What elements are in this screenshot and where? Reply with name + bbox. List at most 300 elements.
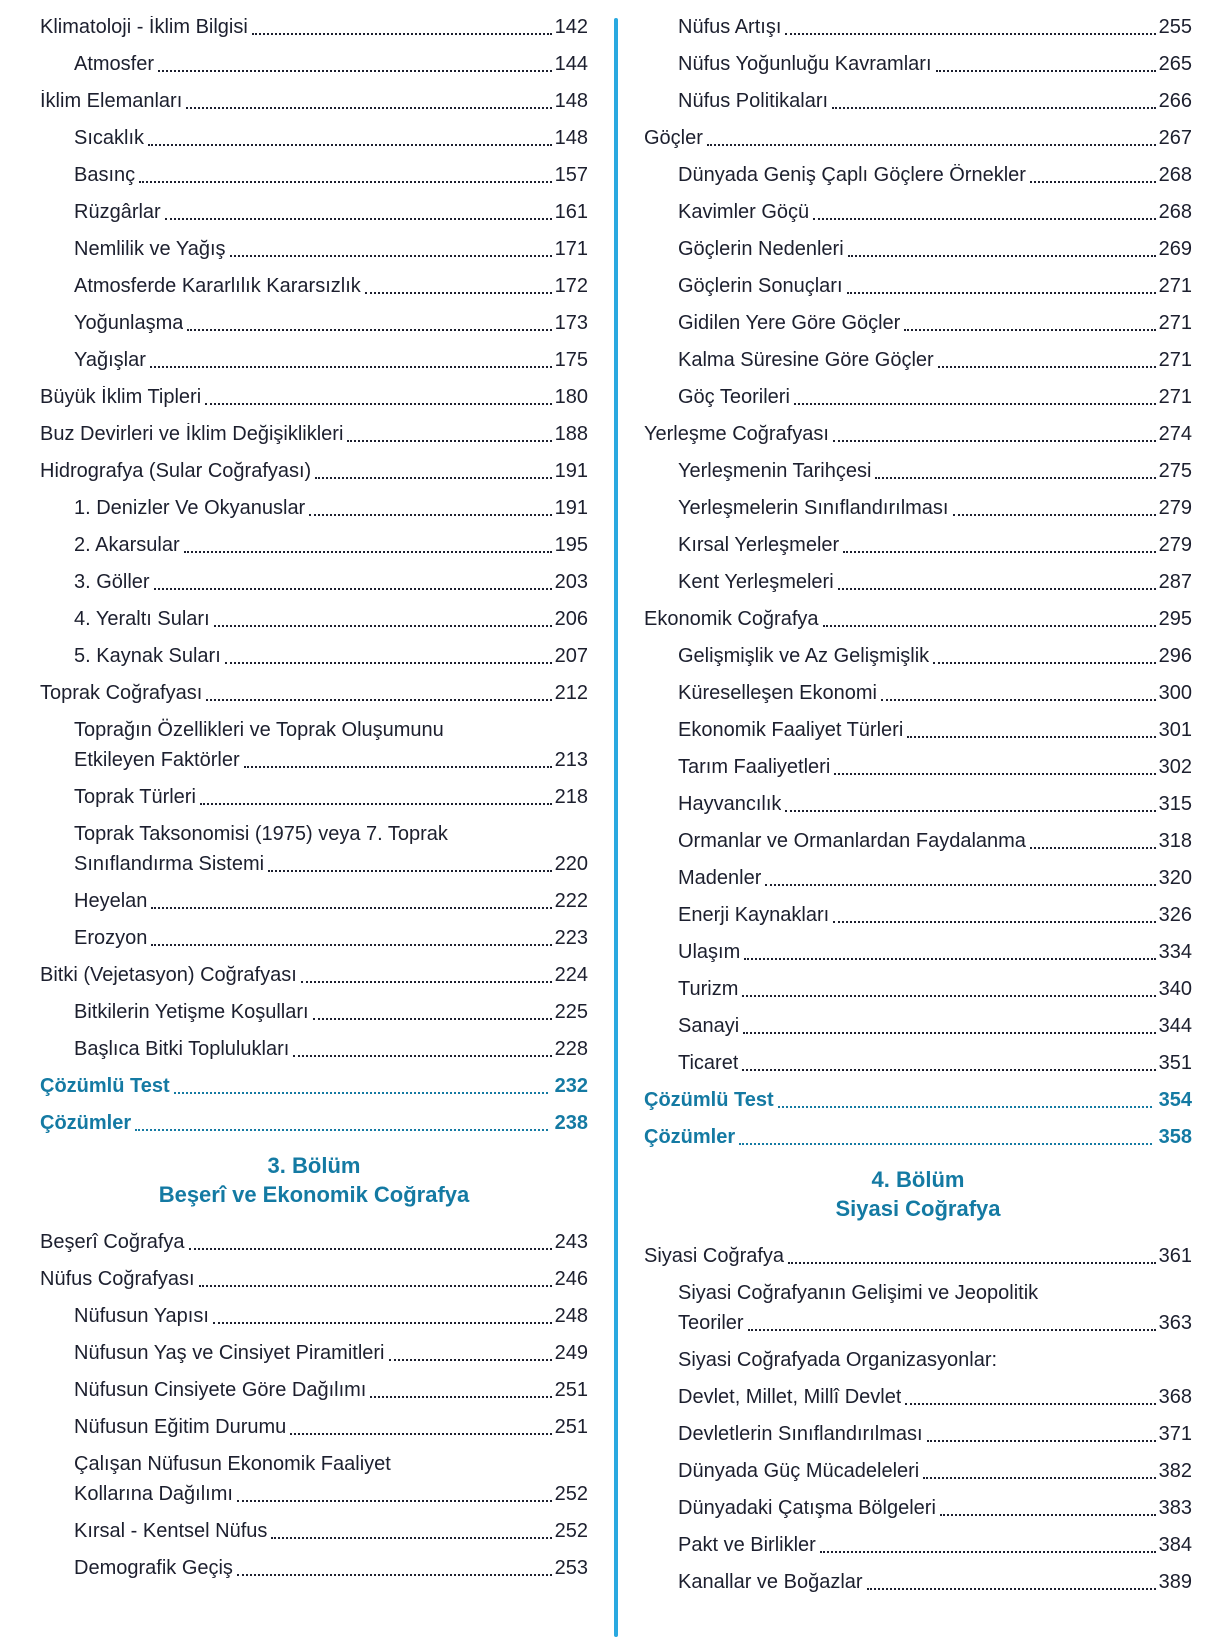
toc-entry-page-number: 318 <box>1158 830 1192 852</box>
leader-dots <box>848 255 1156 257</box>
toc-entry <box>644 645 1192 668</box>
toc-entry-line <box>40 16 588 39</box>
toc-entry <box>40 127 588 150</box>
toc-entry-line <box>40 386 588 409</box>
toc-entry-line <box>40 964 588 987</box>
leader-dots <box>268 870 552 872</box>
toc-entry-title: Nüfusun Eğitim Durumu <box>74 1416 287 1438</box>
toc-entry-page-number: 296 <box>1158 645 1192 667</box>
leader-dots <box>135 1129 548 1131</box>
toc-entry-title: Turizm <box>678 978 739 1000</box>
toc-entry <box>644 1534 1192 1557</box>
leader-dots <box>151 944 551 946</box>
leader-dots <box>867 1588 1156 1590</box>
leader-dots <box>237 1500 552 1502</box>
toc-entry-page-number: 361 <box>1158 1245 1192 1267</box>
leader-dots <box>843 551 1155 553</box>
toc-entry-page-number: 232 <box>554 1075 588 1097</box>
toc-entry-title: Siyasi Coğrafya <box>644 1245 785 1267</box>
toc-entry-title: Dünyada Güç Mücadeleleri <box>678 1460 920 1482</box>
toc-entry <box>40 1075 588 1098</box>
toc-entry <box>644 423 1192 446</box>
leader-dots <box>847 292 1156 294</box>
toc-entry <box>644 1282 1192 1335</box>
toc-entry-title: Büyük İklim Tipleri <box>40 386 202 408</box>
toc-entry-page-number: 265 <box>1158 53 1192 75</box>
toc-entry-page-number: 218 <box>554 786 588 808</box>
leader-dots <box>271 1537 551 1539</box>
toc-entry-line <box>74 571 588 594</box>
toc-entry-title: Siyasi Coğrafyada Organizasyonlar: <box>678 1349 998 1371</box>
toc-entry <box>644 793 1192 816</box>
toc-entry-line <box>678 275 1192 298</box>
toc-entry-line <box>40 90 588 113</box>
toc-entry-line <box>678 349 1192 372</box>
leader-dots <box>788 1262 1156 1264</box>
toc-entry-page-number: 269 <box>1158 238 1192 260</box>
toc-entry <box>644 1245 1192 1268</box>
toc-entry-page-number: 363 <box>1158 1312 1192 1334</box>
toc-entry <box>40 890 588 913</box>
toc-entry-title-first-line: Siyasi Coğrafyanın Gelişimi ve Jeopolitik <box>678 1282 1039 1304</box>
toc-entry <box>40 1416 588 1439</box>
toc-entry-line <box>678 1460 1192 1483</box>
toc-entry-page-number: 368 <box>1158 1386 1192 1408</box>
toc-entry-line <box>40 460 588 483</box>
toc-entry-line <box>74 608 588 631</box>
leader-dots <box>832 107 1156 109</box>
leader-dots <box>1030 181 1156 183</box>
section-heading <box>40 1151 588 1209</box>
leader-dots <box>252 33 552 35</box>
leader-dots <box>748 1329 1156 1331</box>
toc-entry <box>644 127 1192 150</box>
leader-dots <box>833 440 1156 442</box>
toc-entry-title: Nüfusun Yapısı <box>74 1305 209 1327</box>
toc-entry-page-number: 142 <box>554 16 588 38</box>
toc-entry-title: Demografik Geçiş <box>74 1557 233 1579</box>
toc-entry <box>40 1342 588 1365</box>
toc-entry-line <box>74 749 588 772</box>
leader-dots <box>370 1396 551 1398</box>
toc-entry-title: Kırsal - Kentsel Nüfus <box>74 1520 268 1542</box>
toc-entry-title: Nüfus Coğrafyası <box>40 1268 195 1290</box>
toc-entry-line <box>644 1126 1192 1149</box>
toc-entry <box>644 497 1192 520</box>
leader-dots <box>940 1514 1156 1516</box>
toc-entry <box>40 927 588 950</box>
section-heading-title: Siyasi Coğrafya <box>835 1196 1001 1221</box>
toc-entry <box>644 275 1192 298</box>
leader-dots <box>1030 847 1156 849</box>
leader-dots <box>200 803 552 805</box>
leader-dots <box>875 477 1155 479</box>
leader-dots <box>139 181 551 183</box>
toc-entry-page-number: 222 <box>554 890 588 912</box>
toc-entry <box>40 386 588 409</box>
toc-entry-title: Tarım Faaliyetleri <box>678 756 831 778</box>
toc-entry-line <box>678 1015 1192 1038</box>
leader-dots <box>743 1032 1155 1034</box>
toc-entry-line <box>678 90 1192 113</box>
leader-dots <box>184 551 552 553</box>
toc-entry <box>644 941 1192 964</box>
toc-entry <box>40 201 588 224</box>
leader-dots <box>834 773 1155 775</box>
toc-entry-page-number: 287 <box>1158 571 1192 593</box>
toc-entry-title: Göç Teorileri <box>678 386 790 408</box>
toc-entry <box>644 312 1192 335</box>
toc-entry-line <box>74 1520 588 1543</box>
toc-entry-line <box>74 349 588 372</box>
toc-entry-title: Sıcaklık <box>74 127 145 149</box>
toc-entry-line <box>74 275 588 298</box>
toc-entry-line <box>678 164 1192 187</box>
toc-entry-title: Atmosferde Kararlılık Kararsızlık <box>74 275 361 297</box>
leader-dots <box>158 70 552 72</box>
toc-entry-line <box>644 608 1192 631</box>
toc-entry-line <box>678 53 1192 76</box>
toc-entry-line <box>678 238 1192 261</box>
toc-entry <box>644 978 1192 1001</box>
toc-entry-line <box>678 1386 1192 1409</box>
toc-entry <box>40 164 588 187</box>
toc-entry-line <box>678 1312 1192 1335</box>
toc-entry-page-number: 315 <box>1158 793 1192 815</box>
leader-dots <box>936 70 1156 72</box>
toc-entry-page-number: 251 <box>554 1379 588 1401</box>
toc-entry <box>40 1112 588 1135</box>
toc-entry <box>40 786 588 809</box>
toc-entry <box>40 1520 588 1543</box>
toc-entry-line <box>40 1231 588 1254</box>
toc-entry-page-number: 180 <box>554 386 588 408</box>
leader-dots <box>290 1433 551 1435</box>
toc-entry <box>644 238 1192 261</box>
toc-entry <box>644 1089 1192 1112</box>
toc-entry-page-number: 173 <box>554 312 588 334</box>
toc-entry-title: Sınıflandırma Sistemi <box>74 853 265 875</box>
leader-dots <box>174 1092 548 1094</box>
toc-entry <box>40 1001 588 1024</box>
toc-entry-page-number: 344 <box>1158 1015 1192 1037</box>
toc-entry-page-number: 248 <box>554 1305 588 1327</box>
toc-entry <box>40 423 588 446</box>
toc-entry-title: Kent Yerleşmeleri <box>678 571 834 593</box>
leader-dots <box>154 588 552 590</box>
toc-entry-line <box>644 1245 1192 1268</box>
toc-entry-title: Beşerî Coğrafya <box>40 1231 185 1253</box>
leader-dots <box>313 1018 552 1020</box>
toc-entry <box>40 1453 588 1506</box>
toc-entry-line <box>678 941 1192 964</box>
toc-entry-title: Gelişmişlik ve Az Gelişmişlik <box>678 645 930 667</box>
toc-entry-page-number: 351 <box>1158 1052 1192 1074</box>
toc-entry <box>40 1557 588 1580</box>
toc-entry-title-first-line: Çalışan Nüfusun Ekonomik Faaliyet <box>74 1453 391 1475</box>
toc-entry-page-number: 302 <box>1158 756 1192 778</box>
toc-entry <box>644 830 1192 853</box>
toc-entry-page-number: 175 <box>554 349 588 371</box>
toc-entry <box>40 534 588 557</box>
toc-entry-title: Nüfus Politikaları <box>678 90 829 112</box>
toc-entry <box>40 349 588 372</box>
toc-entry-line <box>678 793 1192 816</box>
toc-entry-page-number: 326 <box>1158 904 1192 926</box>
toc-entry-line <box>40 1075 588 1098</box>
toc-entry-page-number: 371 <box>1158 1423 1192 1445</box>
toc-entry-title: Madenler <box>678 867 762 889</box>
toc-entry <box>644 1497 1192 1520</box>
toc-entry-page-number: 271 <box>1158 312 1192 334</box>
toc-entry <box>644 1015 1192 1038</box>
toc-entry-title: Hidrografya (Sular Coğrafyası) <box>40 460 312 482</box>
toc-entry <box>644 1423 1192 1446</box>
toc-entry-title: Kırsal Yerleşmeler <box>678 534 840 556</box>
toc-entry-line <box>74 1557 588 1580</box>
leader-dots <box>213 1322 552 1324</box>
toc-entry-title: Kanallar ve Boğazlar <box>678 1571 863 1593</box>
toc-entry <box>40 608 588 631</box>
toc-entry-line <box>678 904 1192 927</box>
toc-entry-line <box>678 497 1192 520</box>
toc-entry <box>644 1052 1192 1075</box>
toc-entry-line <box>678 756 1192 779</box>
toc-entry-line <box>74 1416 588 1439</box>
toc-entry-title: Heyelan <box>74 890 148 912</box>
leader-dots <box>244 766 552 768</box>
toc-entry-title: 1. Denizler Ve Okyanuslar <box>74 497 306 519</box>
toc-entry-page-number: 275 <box>1158 460 1192 482</box>
toc-entry-page-number: 157 <box>554 164 588 186</box>
toc-entry-title: Bitki (Vejetasyon) Coğrafyası <box>40 964 297 986</box>
leader-dots <box>189 1248 552 1250</box>
leader-dots <box>301 981 552 983</box>
toc-entry-line <box>678 719 1192 742</box>
toc-entry-title: Ulaşım <box>678 941 741 963</box>
toc-entry <box>644 867 1192 890</box>
toc-entry <box>40 1231 588 1254</box>
toc-entry-line <box>678 830 1192 853</box>
leader-dots <box>933 662 1155 664</box>
toc-entry-page-number: 238 <box>554 1112 588 1134</box>
toc-entry-title: Sanayi <box>678 1015 740 1037</box>
leader-dots <box>881 699 1156 701</box>
leader-dots <box>225 662 552 664</box>
toc-entry-page-number: 172 <box>554 275 588 297</box>
toc-entry-title: Gidilen Yere Göre Göçler <box>678 312 901 334</box>
toc-entry-title: Kalma Süresine Göre Göçler <box>678 349 934 371</box>
toc-entry-title-first-line: Toprağın Özellikleri ve Toprak Oluşumunu <box>74 719 444 741</box>
toc-entry <box>40 460 588 483</box>
leader-dots <box>150 366 552 368</box>
toc-entry-page-number: 271 <box>1158 275 1192 297</box>
toc-entry-page-number: 246 <box>554 1268 588 1290</box>
toc-entry-title: Yerleşme Coğrafyası <box>644 423 829 445</box>
toc-entry-title: Dünyada Geniş Çaplı Göçlere Örnekler <box>678 164 1026 186</box>
toc-entry-title: Rüzgârlar <box>74 201 161 223</box>
toc-entry-line <box>74 238 588 261</box>
toc-entry-page-number: 191 <box>554 497 588 519</box>
toc-entry-line <box>678 312 1192 335</box>
toc-entry <box>644 904 1192 927</box>
toc-entry-page-number: 334 <box>1158 941 1192 963</box>
leader-dots <box>214 625 552 627</box>
toc-entry <box>40 497 588 520</box>
toc-entry <box>40 823 588 876</box>
leader-dots <box>230 255 552 257</box>
toc-entry <box>644 90 1192 113</box>
toc-entry-line <box>678 571 1192 594</box>
toc-entry-title: Kollarına Dağılımı <box>74 1483 233 1505</box>
leader-dots <box>907 736 1155 738</box>
toc-entry-title: Dünyadaki Çatışma Bölgeleri <box>678 1497 936 1519</box>
toc-entry-page-number: 252 <box>554 1520 588 1542</box>
toc-entry-line <box>678 1052 1192 1075</box>
toc-entry <box>40 682 588 705</box>
toc-entry <box>40 275 588 298</box>
toc-entry-line <box>74 127 588 150</box>
toc-entry-line <box>74 53 588 76</box>
toc-entry-page-number: 300 <box>1158 682 1192 704</box>
toc-entry-page-number: 148 <box>554 90 588 112</box>
toc-entry-title: 2. Akarsular <box>74 534 180 556</box>
toc-entry-page-number: 389 <box>1158 1571 1192 1593</box>
leader-dots <box>785 33 1155 35</box>
leader-dots <box>365 292 552 294</box>
toc-entry-page-number: 171 <box>554 238 588 260</box>
toc-entry-title: Buz Devirleri ve İklim Değişiklikleri <box>40 423 344 445</box>
toc-entry-title: Ekonomik Coğrafya <box>644 608 819 630</box>
toc-entry-title: Atmosfer <box>74 53 155 75</box>
toc-entry-page-number: 320 <box>1158 867 1192 889</box>
toc-entry-title: Nüfus Yoğunluğu Kavramları <box>678 53 932 75</box>
toc-entry-title: Enerji Kaynakları <box>678 904 830 926</box>
toc-entry-title: Teoriler <box>678 1312 744 1334</box>
toc-entry-line <box>74 1038 588 1061</box>
toc-entry-title: Çözümlü Test <box>644 1089 774 1111</box>
leader-dots <box>151 907 551 909</box>
toc-entry-line <box>74 853 588 876</box>
toc-entry <box>644 682 1192 705</box>
section-heading-number: 4. Bölüm <box>871 1167 965 1192</box>
toc-entry <box>40 53 588 76</box>
leader-dots <box>205 403 551 405</box>
toc-entry <box>40 1038 588 1061</box>
leader-dots <box>186 107 551 109</box>
leader-dots <box>794 403 1156 405</box>
toc-entry-page-number: 224 <box>554 964 588 986</box>
toc-entry-page-number: 279 <box>1158 497 1192 519</box>
leader-dots <box>707 144 1156 146</box>
toc-entry-title-first-line: Toprak Taksonomisi (1975) veya 7. Toprak <box>74 823 448 845</box>
toc-entry-line <box>678 1497 1192 1520</box>
leader-dots <box>744 958 1155 960</box>
toc-entry-page-number: 206 <box>554 608 588 630</box>
toc-entry <box>40 571 588 594</box>
toc-entry-page-number: 191 <box>554 460 588 482</box>
toc-entry-title: Yoğunlaşma <box>74 312 184 334</box>
toc-entry-line <box>74 890 588 913</box>
leader-dots <box>823 625 1156 627</box>
toc-entry-page-number: 144 <box>554 53 588 75</box>
toc-entry-title: 3. Göller <box>74 571 150 593</box>
toc-entry-title: Etkileyen Faktörler <box>74 749 240 771</box>
toc-entry-title: 5. Kaynak Suları <box>74 645 221 667</box>
leader-dots <box>838 588 1156 590</box>
toc-entry <box>40 1379 588 1402</box>
toc-entry-page-number: 267 <box>1158 127 1192 149</box>
toc-entry-line <box>678 645 1192 668</box>
toc-entry <box>40 238 588 261</box>
toc-entry <box>644 164 1192 187</box>
toc-entry-line <box>74 1305 588 1328</box>
leader-dots <box>833 921 1155 923</box>
toc-entry-title: 4. Yeraltı Suları <box>74 608 210 630</box>
toc-entry-page-number: 225 <box>554 1001 588 1023</box>
toc-entry-page-number: 203 <box>554 571 588 593</box>
toc-entry <box>40 719 588 772</box>
leader-dots <box>237 1574 552 1576</box>
toc-entry-line <box>678 16 1192 39</box>
leader-dots <box>813 218 1155 220</box>
toc-entry-page-number: 195 <box>554 534 588 556</box>
toc-entry-line <box>74 201 588 224</box>
toc-entry-title: Nüfusun Cinsiyete Göre Dağılımı <box>74 1379 367 1401</box>
toc-entry-line <box>74 164 588 187</box>
toc-entry-title: Klimatoloji - İklim Bilgisi <box>40 16 248 38</box>
toc-entry-page-number: 161 <box>554 201 588 223</box>
toc-entry-title: Nemlilik ve Yağış <box>74 238 226 260</box>
leader-dots <box>765 884 1155 886</box>
leader-dots <box>165 218 552 220</box>
toc-entry <box>40 964 588 987</box>
leader-dots <box>199 1285 552 1287</box>
leader-dots <box>309 514 551 516</box>
toc-entry-line <box>74 534 588 557</box>
leader-dots <box>742 995 1155 997</box>
toc-entry-page-number: 252 <box>554 1483 588 1505</box>
toc-entry-title: Toprak Türleri <box>74 786 196 808</box>
toc-entry <box>644 386 1192 409</box>
section-heading-title: Beşerî ve Ekonomik Coğrafya <box>158 1182 470 1207</box>
toc-entry-line <box>74 1379 588 1402</box>
toc-entry-line <box>678 386 1192 409</box>
toc-entry-page-number: 266 <box>1158 90 1192 112</box>
toc-entry <box>644 756 1192 779</box>
toc-entry-title: Devletlerin Sınıflandırılması <box>678 1423 923 1445</box>
toc-entry-title: Hayvancılık <box>678 793 782 815</box>
toc-entry-line <box>74 645 588 668</box>
section-heading-number: 3. Bölüm <box>267 1153 361 1178</box>
toc-entry <box>644 1349 1192 1372</box>
toc-entry-page-number: 220 <box>554 853 588 875</box>
leader-dots <box>927 1440 1156 1442</box>
leader-dots <box>739 1143 1152 1145</box>
toc-entry-line <box>40 423 588 446</box>
toc-entry-line <box>40 1268 588 1291</box>
leader-dots <box>938 366 1156 368</box>
leader-dots <box>905 1403 1155 1405</box>
leader-dots <box>904 329 1155 331</box>
toc-entry-title: Erozyon <box>74 927 148 949</box>
toc-entry-page-number: 251 <box>554 1416 588 1438</box>
toc-entry-line <box>678 978 1192 1001</box>
toc-entry-title: Başlıca Bitki Toplulukları <box>74 1038 290 1060</box>
toc-entry-page-number: 274 <box>1158 423 1192 445</box>
toc-entry-title: Ekonomik Faaliyet Türleri <box>678 719 904 741</box>
toc-entry <box>644 16 1192 39</box>
